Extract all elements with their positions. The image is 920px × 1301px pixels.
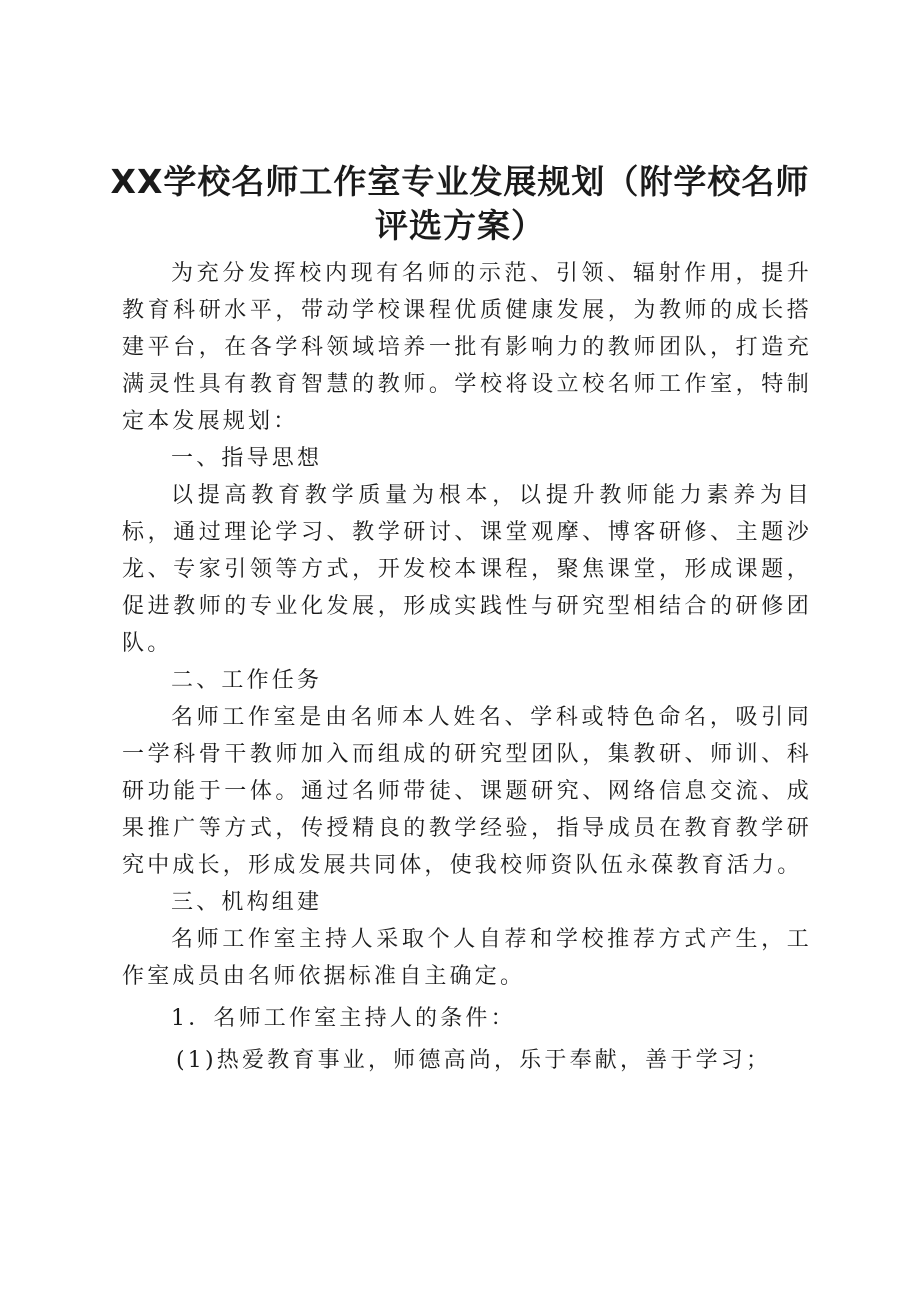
section-paragraph-work-tasks: 名师工作室是由名师本人姓名、学科或特色命名，吸引同一学科骨干教师加入而组成的研究型团队，集教研、师训、科研功能于一体。通过名师带徒、课题研究、网络信息交流、成果推广等方式，传授精良的教学经验，指导成员在教育教学研究中成长，形成发展共同体，使我校师资队伍永葆教育活力。 — [122, 705, 812, 878]
list-item: (1)热爱教育事业，师德高尚，乐于奉献，善于学习； — [176, 1048, 772, 1073]
document-body — [122, 255, 812, 1079]
section-heading-organization: 三、机构组建 — [171, 890, 323, 915]
subheading-host-conditions: 1．名师工作室主持人的条件： — [171, 1006, 516, 1031]
section-paragraph-guiding-ideology: 以提高教育教学质量为根本，以提升教师能力素养为目标，通过理论学习、教学研讨、课堂观摩、博客研修、主题沙龙、专家引领等方式，开发校本课程，聚焦课堂，形成课题，促进教师的专业化发展，形成实践性与研究型相结合的研修团队。 — [122, 483, 812, 656]
intro-paragraph: 为充分发挥校内现有名师的示范、引领、辐射作用，提升教育科研水平，带动学校课程优质健康发展，为教师的成长搭建平台，在各学科领域培养一批有影响力的教师团队，打造充满灵性具有教育智慧的教师。学校将设立校名师工作室，特制定本发展规划： — [122, 261, 812, 434]
section-paragraph-organization: 名师工作室主持人采取个人自荐和学校推荐方式产生，工作室成员由名师依据标准自主确定。 — [122, 927, 812, 989]
section-heading-work-tasks: 二、工作任务 — [171, 668, 323, 693]
section-heading-guiding-ideology: 一、指导思想 — [171, 446, 323, 471]
document-title: XX学校名师工作室专业发展规划（附学校名师评选方案） — [110, 162, 810, 245]
